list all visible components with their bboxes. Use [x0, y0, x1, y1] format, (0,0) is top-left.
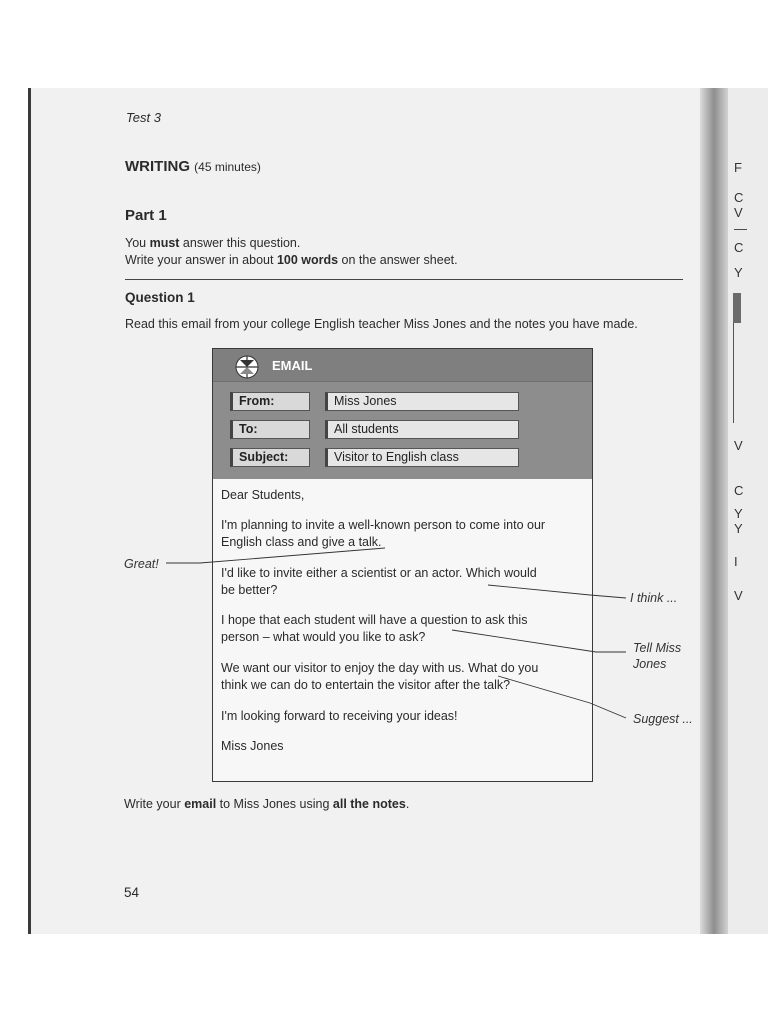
facing-page-fragment: Y	[734, 521, 743, 536]
to-field: All students	[325, 420, 519, 439]
facing-page-fragment: C	[734, 190, 744, 205]
leader-great	[166, 548, 385, 563]
facing-page-fragment: V	[734, 205, 743, 220]
instruction-text: Write your answer in about	[125, 253, 277, 267]
instruction-emphasis: must	[149, 236, 180, 250]
facing-page-fragment: F	[734, 160, 742, 175]
subject-field: Visitor to English class	[325, 448, 519, 467]
note-line: Jones	[633, 657, 667, 671]
subject-label: Subject:	[230, 448, 310, 467]
to-label: To:	[230, 420, 310, 439]
task-instruction	[124, 797, 409, 811]
email-closing: I'm looking forward to receiving your ideas!	[221, 709, 458, 723]
from-label: From:	[230, 392, 310, 411]
email-signature: Miss Jones	[221, 739, 284, 753]
facing-page-fragment: V	[734, 438, 743, 453]
instruction-text: on the answer sheet.	[338, 253, 458, 267]
email-greeting: Dear Students,	[221, 488, 305, 502]
footer-text: Write your	[124, 797, 185, 811]
footer-emphasis: all the notes	[332, 797, 406, 811]
email-line: be better?	[221, 583, 278, 597]
facing-page-fragment: C	[734, 240, 744, 255]
note-tell	[633, 640, 681, 672]
email-title: EMAIL	[272, 358, 313, 373]
facing-page-fragment: I	[734, 554, 738, 569]
note-great: Great!	[124, 557, 159, 571]
footer-emphasis: email	[184, 797, 217, 811]
facing-page-fragment: —	[734, 221, 747, 236]
question-text: Read this email from your college English teacher Miss Jones and the notes you have made.	[125, 317, 638, 331]
email-line: person – what would you like to ask?	[221, 630, 426, 644]
facing-page-fragment: C	[734, 483, 744, 498]
facing-page-fragment: Y	[734, 265, 743, 280]
test-label: Test 3	[126, 110, 161, 125]
note-line: Tell Miss	[633, 641, 682, 655]
email-line: We want our visitor to enjoy the day with us. What do you	[221, 661, 539, 675]
footer-text: to Miss Jones using	[216, 797, 333, 811]
footer-text: .	[405, 797, 410, 811]
email-line: I'm planning to invite a well-known person to come into our	[221, 518, 546, 532]
leader-tell	[452, 630, 626, 652]
section-duration: (45 minutes)	[194, 160, 261, 174]
email-line: I'd like to invite either a scientist or an actor. Which would	[221, 566, 537, 580]
page-number: 54	[124, 885, 140, 900]
leader-i-think	[488, 585, 626, 598]
part-title: Part 1	[125, 207, 167, 224]
section-title-text: WRITING	[125, 158, 190, 175]
question-title: Question 1	[125, 290, 195, 305]
instruction-text: You	[125, 236, 150, 250]
email-line: think we can do to entertain the visitor after the talk?	[221, 678, 511, 692]
facing-page-fragment: V	[734, 588, 743, 603]
email-line: I hope that each student will have a question to ask this	[221, 613, 528, 627]
email-line: English class and give a talk.	[221, 535, 382, 549]
note-suggest: Suggest ...	[633, 712, 693, 726]
facing-page-fragment: Y	[734, 506, 743, 521]
from-field: Miss Jones	[325, 392, 519, 411]
instruction-emphasis: 100 words	[276, 253, 339, 267]
note-i-think: I think ...	[630, 591, 678, 605]
leader-suggest	[498, 676, 626, 718]
instruction-text: answer this question.	[179, 236, 301, 250]
